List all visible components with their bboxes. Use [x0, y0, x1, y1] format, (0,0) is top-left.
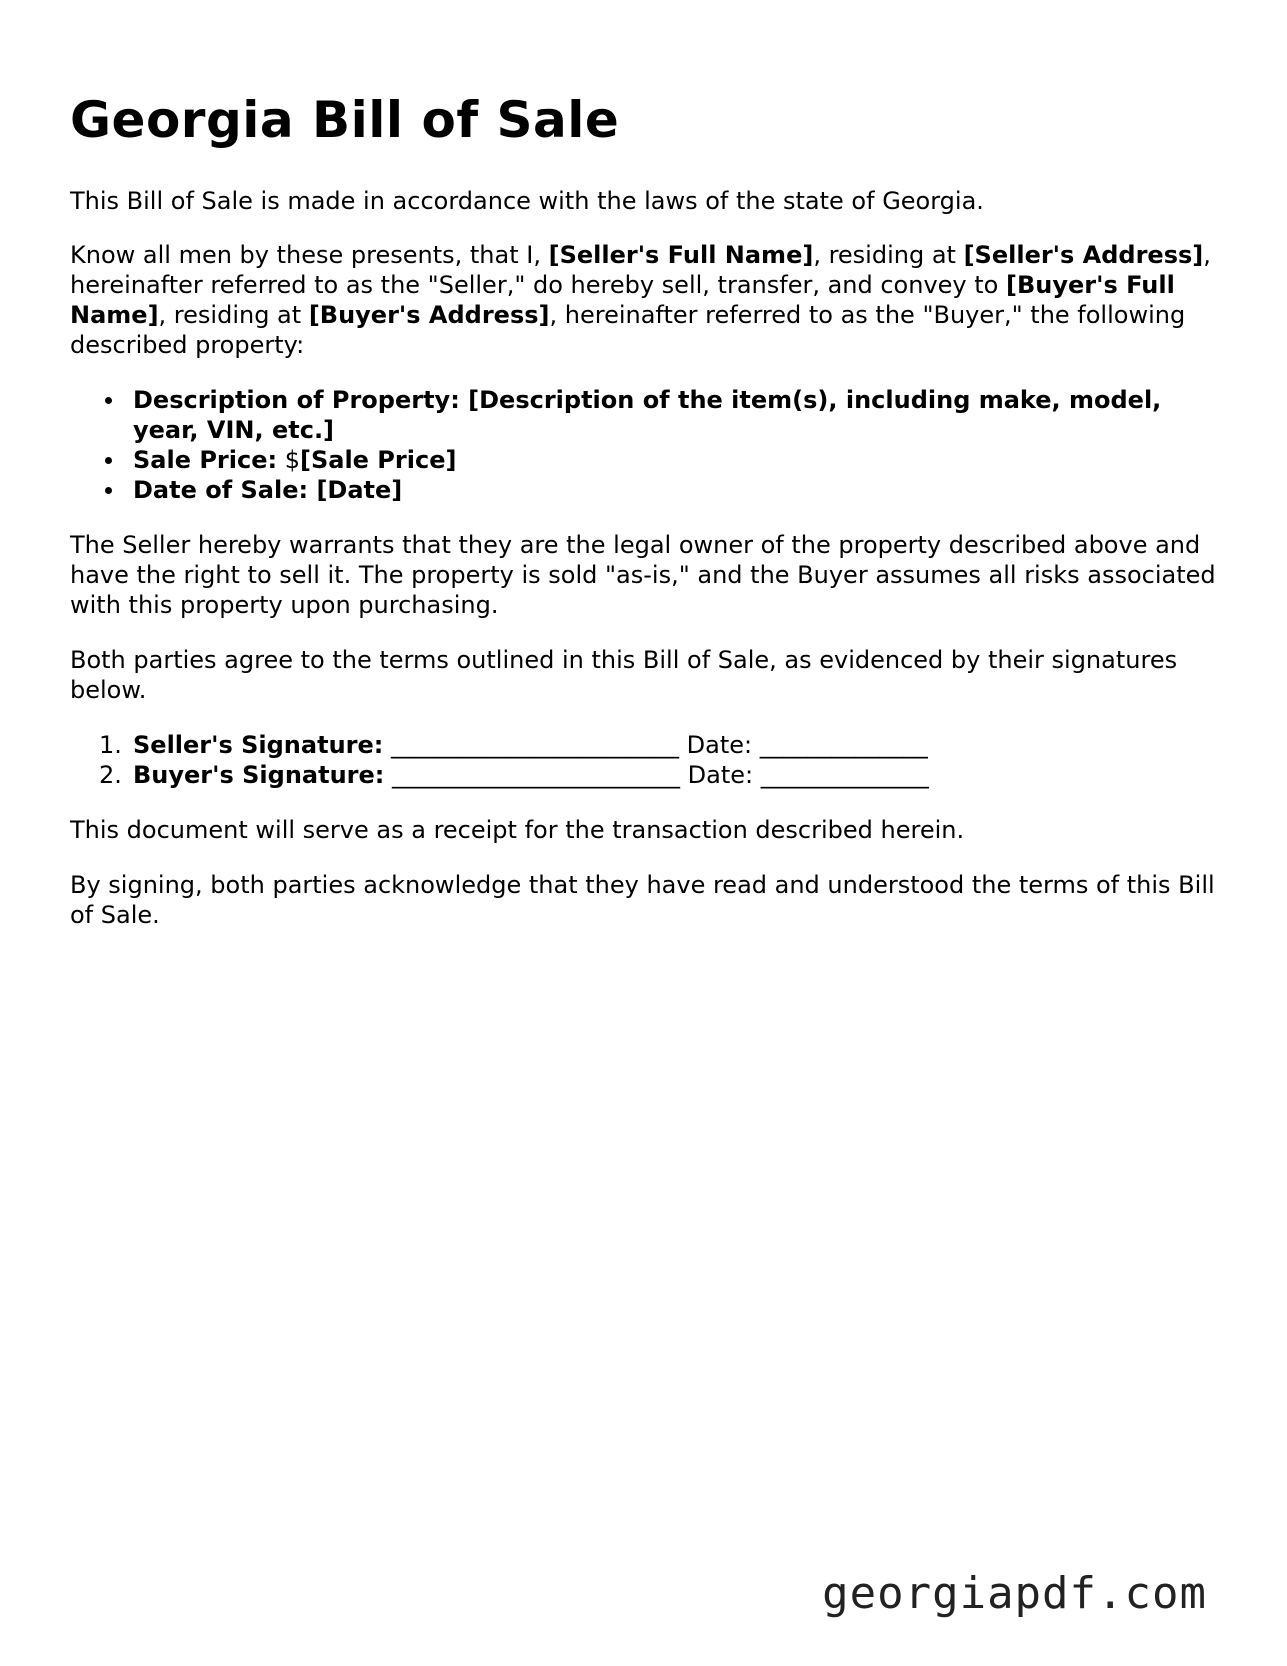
list-item — [99, 730, 1220, 760]
sale-price-label: Sale Price: — [133, 446, 278, 474]
buyer-signature-line[interactable]: ________________________ — [384, 761, 688, 789]
date-of-sale: Date of Sale: [Date] — [133, 476, 403, 504]
conveyance-text-4: , residing at — [158, 301, 309, 329]
list-item — [133, 385, 1220, 445]
document-title: Georgia Bill of Sale — [70, 91, 620, 149]
list-item — [133, 475, 1220, 505]
document-page — [70, 0, 1220, 930]
seller-date-label: Date: — [686, 731, 753, 759]
receipt-paragraph: This document will serve as a receipt for the transaction described herein. — [70, 816, 965, 844]
footer-watermark: georgiapdf.com — [822, 1568, 1207, 1619]
sale-price-currency: $ — [277, 446, 300, 474]
conveyance-text-5: , hereinafter referred to as the "Buyer," the following described property: — [70, 301, 1186, 359]
list-number: 2. — [99, 761, 122, 789]
property-list — [70, 385, 1220, 505]
seller-address-placeholder: [Seller's Address] — [963, 241, 1204, 269]
property-description: Description of Property: [Description of the item(s), including make, model, year, VIN, etc.] — [133, 386, 1162, 444]
buyer-signature-label: Buyer's Signature: — [133, 761, 385, 789]
signature-list — [70, 730, 1220, 790]
conveyance-text-2: , residing at — [813, 241, 964, 269]
list-number: 1. — [99, 731, 122, 759]
buyer-date-line[interactable]: ______________ — [753, 761, 929, 789]
intro-paragraph: This Bill of Sale is made in accordance with the laws of the state of Georgia. — [70, 187, 984, 215]
sale-price-placeholder: [Sale Price] — [300, 446, 457, 474]
seller-date-line[interactable]: ______________ — [752, 731, 928, 759]
conveyance-text-1: Know all men by these presents, that I, — [70, 241, 549, 269]
conveyance-paragraph — [70, 240, 1220, 360]
conveyance-text-3: , hereinafter referred to as the "Seller," do hereby sell, transfer, and convey to — [70, 241, 1211, 299]
list-item — [133, 445, 1220, 475]
list-item — [99, 760, 1220, 790]
buyer-name-placeholder: [Buyer's Full Name] — [70, 271, 1175, 329]
seller-name-placeholder: [Seller's Full Name] — [548, 241, 814, 269]
seller-signature-line[interactable]: ________________________ — [383, 731, 687, 759]
seller-signature-label: Seller's Signature: — [133, 731, 384, 759]
buyer-address-placeholder: [Buyer's Address] — [308, 301, 550, 329]
agreement-paragraph: Both parties agree to the terms outlined in this Bill of Sale, as evidenced by their signatures below. — [70, 646, 1178, 704]
buyer-date-label: Date: — [687, 761, 754, 789]
acknowledgment-paragraph: By signing, both parties acknowledge that they have read and understood the terms of this Bill of Sale. — [70, 871, 1215, 929]
warranty-paragraph: The Seller hereby warrants that they are the legal owner of the property described above and have the right to sell it. The property is sold "as-is," and the Buyer assumes all risks associated with this property upon purchasing. — [70, 531, 1216, 619]
